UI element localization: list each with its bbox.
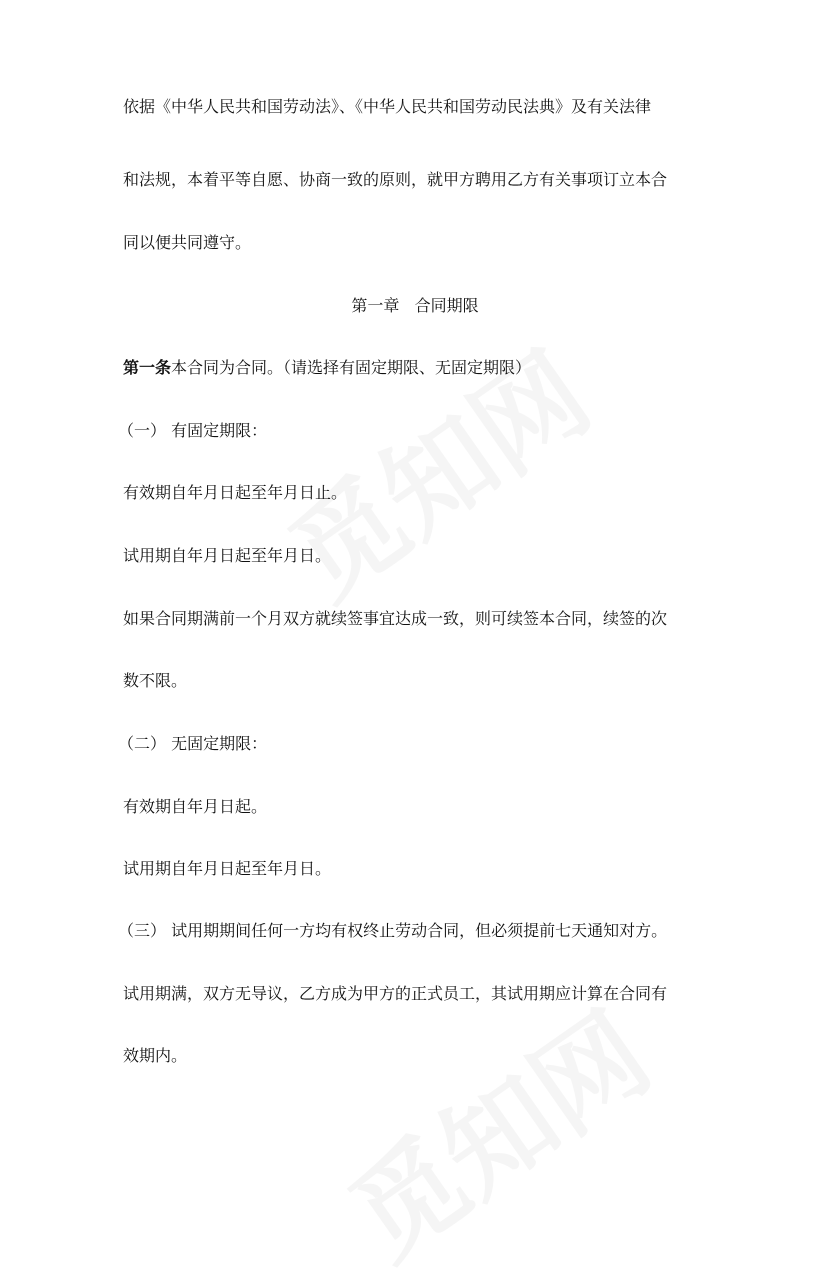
probation-termination-heading: （三） 试用期期间任何一方均有权终止劳动合同，但必须提前七天通知对方。	[118, 921, 668, 940]
probation-end-line-1: 试用期满，双方无导议，乙方成为甲方的正式员工，其试用期应计算在合同有	[123, 984, 668, 1003]
open-validity: 有效期自年月日起。	[123, 797, 268, 816]
preamble-line-1: 依据《中华人民共和国劳动法》、《中华人民共和国劳动民法典》及有关法律	[123, 97, 652, 116]
renewal-line-2: 数不限。	[123, 671, 188, 690]
renewal-line-1: 如果合同期满前一个月双方就续签事宜达成一致，则可续签本合同，续签的次	[123, 609, 668, 628]
article-1	[123, 358, 720, 378]
fixed-validity: 有效期自年月日起至年月日止。	[123, 483, 348, 502]
article-1-text: 本合同为合同。（请选择有固定期限、无固定期限）	[171, 358, 532, 377]
preamble-line-2: 和法规，本着平等自愿、协商一致的原则，就甲方聘用乙方有关事项订立本合	[123, 170, 668, 189]
chapter-title: 第一章 合同期限	[351, 296, 479, 315]
fixed-probation: 试用期自年月日起至年月日。	[123, 546, 332, 565]
fixed-term-heading: （一） 有固定期限：	[118, 421, 268, 440]
article-1-label: 第一条	[123, 358, 172, 377]
open-probation: 试用期自年月日起至年月日。	[123, 859, 332, 878]
preamble-line-3: 同以便共同遵守。	[123, 233, 252, 252]
open-term-heading: （二） 无固定期限：	[118, 734, 268, 753]
probation-end-line-2: 效期内。	[123, 1046, 188, 1065]
watermark-bottom	[315, 970, 676, 1288]
